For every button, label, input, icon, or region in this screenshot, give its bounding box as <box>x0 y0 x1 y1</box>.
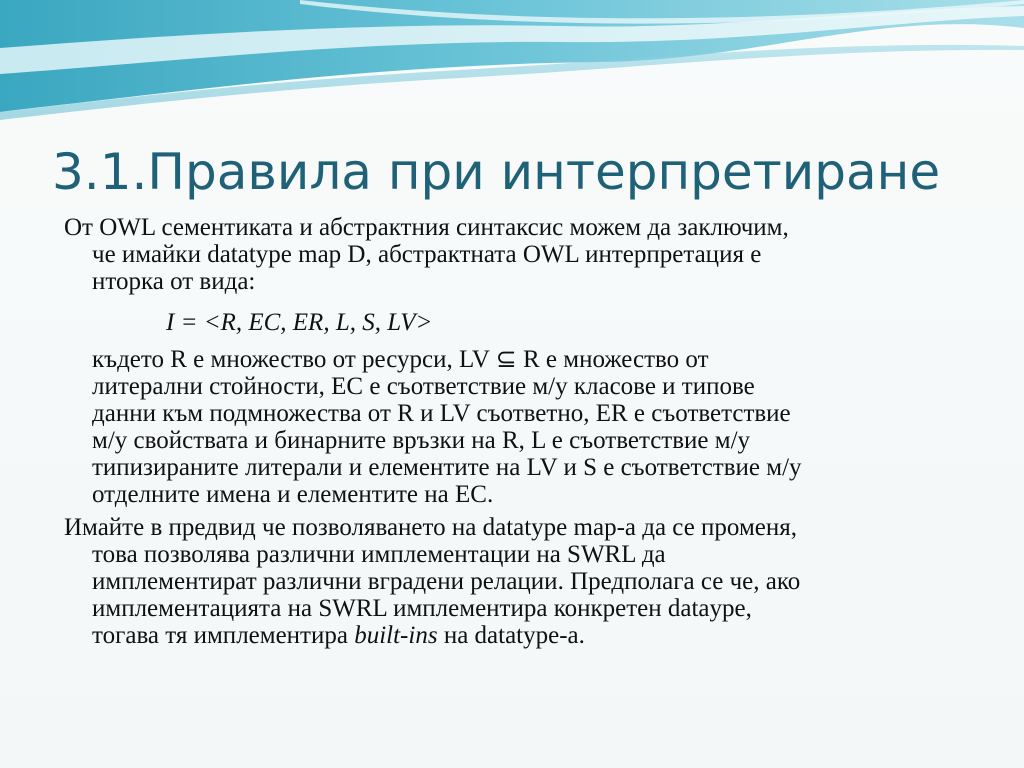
paragraph-line: От OWL сементиката и абстрактния синтаксис можем да заключим, <box>64 214 789 241</box>
paragraph-line: където R е множество от ресурси, LV ⊆ R е множество от <box>92 346 709 373</box>
paragraph-line: че имайки datatype map D, абстрактната OWL интерпретация е <box>92 241 762 268</box>
paragraph-line: нторка от вида: <box>92 268 256 295</box>
paragraph-line: имплементират различни вградени релации. Предполага се че, ако <box>92 568 801 595</box>
paragraph-line: типизираните литерали и елементите на LV и S е съответствие м/у <box>92 454 802 481</box>
header-wave-decoration <box>0 0 1024 130</box>
slide-title: 3.1.Правила при интерпретиране <box>52 143 941 201</box>
interpretation-formula: I = <R, EC, ER, L, S, LV> <box>166 309 433 336</box>
text-run: на datatype-а. <box>437 622 585 649</box>
text-run: тогава тя имплементира <box>92 622 355 649</box>
paragraph-line: данни към подмножества от R и LV съответно, ER е съответствие <box>92 400 791 427</box>
paragraph-line: имплементацията на SWRL имплементира конкретен datayре, <box>92 595 752 622</box>
paragraph-line: отделните имена и елементите на EC. <box>92 481 494 508</box>
paragraph-line: литерални стойности, EC е съответствие м/у класове и типове <box>92 373 755 400</box>
paragraph-line: Имайте в предвид че позволяването на datatype map-а да се променя, <box>64 514 797 541</box>
paragraph-line: м/у свойствата и бинарните връзки на R, L е съответствие м/у <box>92 427 751 454</box>
explanation-paragraph <box>92 346 972 508</box>
paragraph-datatype-map <box>64 514 964 649</box>
paragraph-line: това позволява различни имплементации на SWRL да <box>92 541 666 568</box>
paragraph-line-last <box>64 622 964 649</box>
emphasized-term: built-ins <box>354 622 438 649</box>
paragraph-owl-semantics <box>64 214 964 295</box>
